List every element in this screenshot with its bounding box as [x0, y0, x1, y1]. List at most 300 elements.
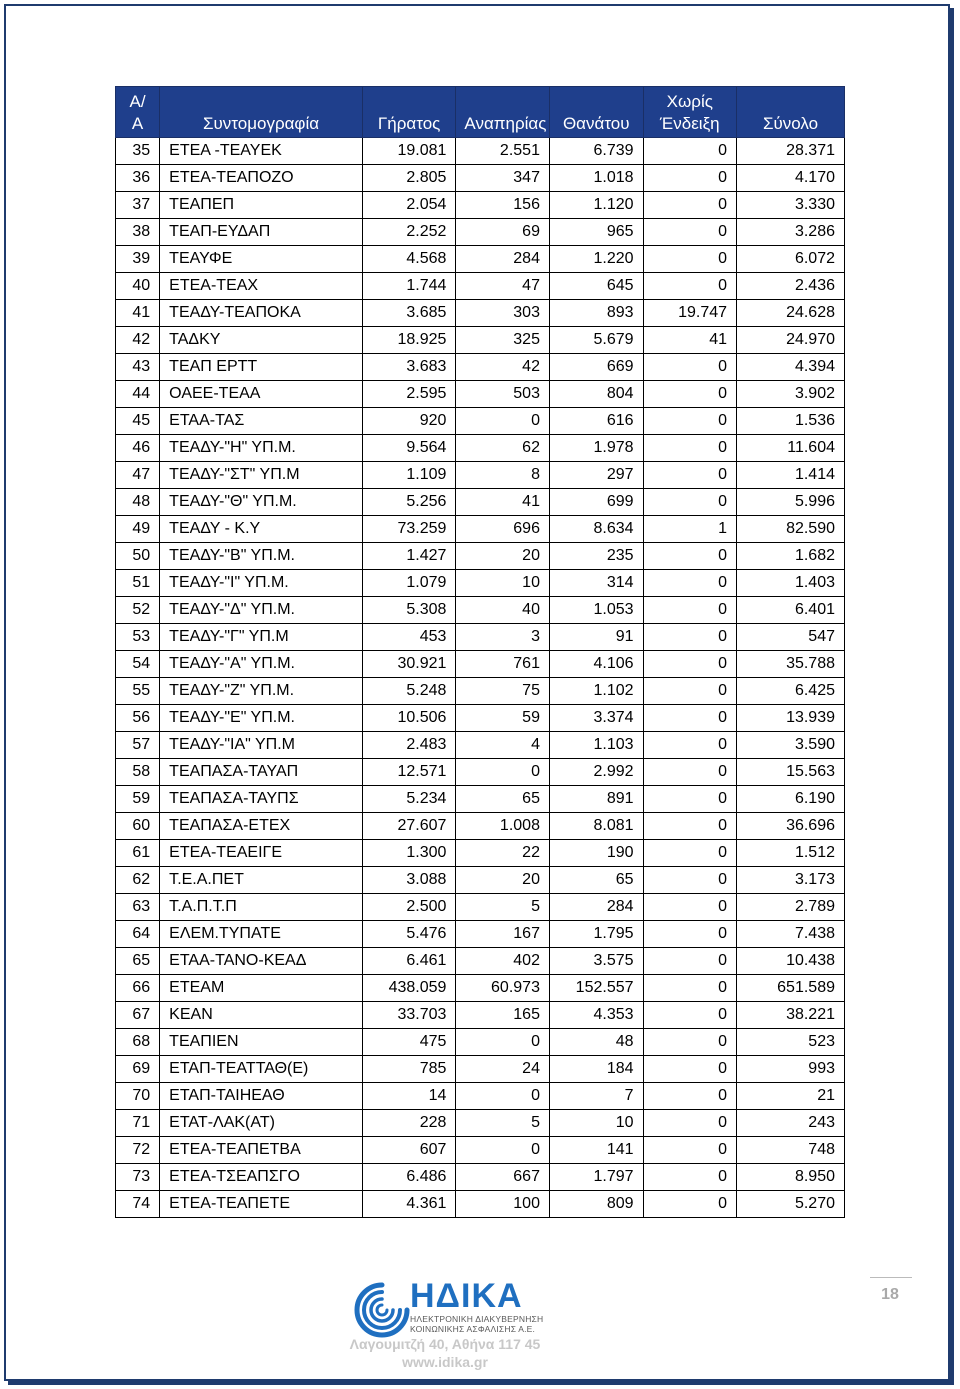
- cell-abbreviation: ΤΕΑΔΥ-"Γ" ΥΠ.Μ: [160, 624, 363, 651]
- cell-abbreviation: ΕΤΑΑ-ΤΑΣ: [160, 408, 363, 435]
- cell-disability: 5: [456, 894, 550, 921]
- cell-no-indication: 0: [643, 381, 737, 408]
- cell-total: 3.330: [737, 192, 845, 219]
- table-row: [116, 327, 845, 354]
- cell-disability: 8: [456, 462, 550, 489]
- cell-no-indication: 0: [643, 354, 737, 381]
- cell-disability: 0: [456, 1029, 550, 1056]
- cell-old-age: 2.805: [362, 165, 456, 192]
- cell-aa: 46: [116, 435, 160, 462]
- table-row: [116, 840, 845, 867]
- cell-aa: 56: [116, 705, 160, 732]
- cell-abbreviation: ΤΕΑΔΥ-"ΣΤ" ΥΠ.Μ: [160, 462, 363, 489]
- cell-abbreviation: ΤΕΑΔΥ-"Α" ΥΠ.Μ.: [160, 651, 363, 678]
- cell-disability: 761: [456, 651, 550, 678]
- cell-old-age: 2.252: [362, 219, 456, 246]
- cell-old-age: 2.595: [362, 381, 456, 408]
- cell-no-indication: 0: [643, 1002, 737, 1029]
- cell-total: 3.902: [737, 381, 845, 408]
- cell-old-age: 33.703: [362, 1002, 456, 1029]
- cell-aa: 57: [116, 732, 160, 759]
- cell-total: 24.628: [737, 300, 845, 327]
- cell-disability: 60.973: [456, 975, 550, 1002]
- cell-no-indication: 0: [643, 219, 737, 246]
- table-row: [116, 462, 845, 489]
- cell-death: 1.220: [549, 246, 643, 273]
- cell-disability: 325: [456, 327, 550, 354]
- cell-disability: 0: [456, 759, 550, 786]
- cell-abbreviation: ΤΕΑΠΑΣΑ-ΕΤΕΧ: [160, 813, 363, 840]
- cell-old-age: 228: [362, 1110, 456, 1137]
- cell-death: 669: [549, 354, 643, 381]
- cell-abbreviation: ΤΕΑΠΑΣΑ-ΤΑΥΠΣ: [160, 786, 363, 813]
- cell-death: 3.575: [549, 948, 643, 975]
- cell-aa: 54: [116, 651, 160, 678]
- table-row: [116, 219, 845, 246]
- cell-disability: 165: [456, 1002, 550, 1029]
- table-row: [116, 192, 845, 219]
- cell-death: 48: [549, 1029, 643, 1056]
- cell-total: 651.589: [737, 975, 845, 1002]
- cell-no-indication: 0: [643, 1029, 737, 1056]
- cell-death: 297: [549, 462, 643, 489]
- cell-death: 891: [549, 786, 643, 813]
- cell-disability: 3: [456, 624, 550, 651]
- table-row: [116, 732, 845, 759]
- table-row: [116, 381, 845, 408]
- cell-total: 15.563: [737, 759, 845, 786]
- cell-death: 141: [549, 1137, 643, 1164]
- cell-disability: 1.008: [456, 813, 550, 840]
- cell-total: 547: [737, 624, 845, 651]
- cell-disability: 284: [456, 246, 550, 273]
- cell-total: 38.221: [737, 1002, 845, 1029]
- cell-aa: 48: [116, 489, 160, 516]
- cell-abbreviation: ΕΤΕΑ-ΤΕΑΠΟΖΟ: [160, 165, 363, 192]
- cell-abbreviation: ΚΕΑΝ: [160, 1002, 363, 1029]
- cell-death: 1.978: [549, 435, 643, 462]
- cell-total: 6.425: [737, 678, 845, 705]
- cell-death: 616: [549, 408, 643, 435]
- cell-aa: 58: [116, 759, 160, 786]
- cell-disability: 59: [456, 705, 550, 732]
- cell-total: 6.401: [737, 597, 845, 624]
- cell-old-age: 2.483: [362, 732, 456, 759]
- cell-total: 4.170: [737, 165, 845, 192]
- cell-abbreviation: ΕΤΕΑ-ΤΕΑΠΕΤΕ: [160, 1191, 363, 1218]
- cell-abbreviation: ΤΑΔΚΥ: [160, 327, 363, 354]
- cell-total: 2.789: [737, 894, 845, 921]
- table-row: [116, 165, 845, 192]
- cell-aa: 55: [116, 678, 160, 705]
- cell-abbreviation: ΤΕΑΔΥ-"Ι" ΥΠ.Μ.: [160, 570, 363, 597]
- header-no-indication: [643, 87, 737, 138]
- cell-death: 1.102: [549, 678, 643, 705]
- cell-abbreviation: ΤΕΑΔΥ-"Ζ" ΥΠ.Μ.: [160, 678, 363, 705]
- company-website-link[interactable]: www.idika.gr: [402, 1354, 488, 1370]
- cell-death: 284: [549, 894, 643, 921]
- cell-no-indication: 0: [643, 138, 737, 165]
- cell-abbreviation: ΤΕΑΠ ΕΡΤΤ: [160, 354, 363, 381]
- cell-old-age: 27.607: [362, 813, 456, 840]
- cell-no-indication: 19.747: [643, 300, 737, 327]
- cell-death: 1.103: [549, 732, 643, 759]
- cell-total: 28.371: [737, 138, 845, 165]
- cell-old-age: 18.925: [362, 327, 456, 354]
- cell-death: 235: [549, 543, 643, 570]
- cell-death: 314: [549, 570, 643, 597]
- cell-aa: 44: [116, 381, 160, 408]
- cell-old-age: 920: [362, 408, 456, 435]
- cell-disability: 667: [456, 1164, 550, 1191]
- cell-death: 804: [549, 381, 643, 408]
- cell-abbreviation: ΤΕΑΔΥ-"Ε" ΥΠ.Μ.: [160, 705, 363, 732]
- cell-death: 645: [549, 273, 643, 300]
- cell-death: 809: [549, 1191, 643, 1218]
- table-row: [116, 1191, 845, 1218]
- cell-total: 2.436: [737, 273, 845, 300]
- cell-old-age: 30.921: [362, 651, 456, 678]
- cell-total: 993: [737, 1056, 845, 1083]
- cell-total: 11.604: [737, 435, 845, 462]
- cell-total: 35.788: [737, 651, 845, 678]
- cell-no-indication: 0: [643, 894, 737, 921]
- cell-total: 748: [737, 1137, 845, 1164]
- cell-abbreviation: ΤΕΑΔΥ-"Β" ΥΠ.Μ.: [160, 543, 363, 570]
- cell-disability: 0: [456, 408, 550, 435]
- cell-old-age: 1.079: [362, 570, 456, 597]
- cell-old-age: 14: [362, 1083, 456, 1110]
- cell-death: 6.739: [549, 138, 643, 165]
- table-row: [116, 1029, 845, 1056]
- cell-old-age: 9.564: [362, 435, 456, 462]
- cell-no-indication: 0: [643, 840, 737, 867]
- cell-abbreviation: Τ.Ε.Α.ΠΕΤ: [160, 867, 363, 894]
- table-row: [116, 975, 845, 1002]
- cell-aa: 65: [116, 948, 160, 975]
- cell-no-indication: 0: [643, 543, 737, 570]
- cell-aa: 68: [116, 1029, 160, 1056]
- cell-aa: 52: [116, 597, 160, 624]
- cell-disability: 20: [456, 867, 550, 894]
- cell-death: 893: [549, 300, 643, 327]
- cell-total: 13.939: [737, 705, 845, 732]
- cell-old-age: 453: [362, 624, 456, 651]
- cell-total: 1.682: [737, 543, 845, 570]
- cell-no-indication: 0: [643, 921, 737, 948]
- cell-old-age: 607: [362, 1137, 456, 1164]
- cell-aa: 51: [116, 570, 160, 597]
- cell-aa: 35: [116, 138, 160, 165]
- cell-disability: 69: [456, 219, 550, 246]
- header-death: Θανάτου: [549, 87, 643, 138]
- cell-no-indication: 0: [643, 1083, 737, 1110]
- table-row: [116, 624, 845, 651]
- cell-abbreviation: ΤΕΑΠ-ΕΥΔΑΠ: [160, 219, 363, 246]
- cell-disability: 41: [456, 489, 550, 516]
- cell-old-age: 1.300: [362, 840, 456, 867]
- table-row: [116, 705, 845, 732]
- cell-abbreviation: ΕΤΑΠ-ΤΕΑΤΤΑΘ(Ε): [160, 1056, 363, 1083]
- cell-total: 523: [737, 1029, 845, 1056]
- cell-death: 3.374: [549, 705, 643, 732]
- cell-disability: 4: [456, 732, 550, 759]
- cell-disability: 22: [456, 840, 550, 867]
- cell-abbreviation: ΟΑΕΕ-ΤΕΑΑ: [160, 381, 363, 408]
- cell-aa: 40: [116, 273, 160, 300]
- cell-no-indication: 0: [643, 246, 737, 273]
- cell-abbreviation: ΕΛΕΜ.ΤΥΠΑΤΕ: [160, 921, 363, 948]
- cell-aa: 42: [116, 327, 160, 354]
- cell-old-age: 6.461: [362, 948, 456, 975]
- cell-death: 10: [549, 1110, 643, 1137]
- cell-old-age: 3.088: [362, 867, 456, 894]
- cell-no-indication: 0: [643, 489, 737, 516]
- cell-abbreviation: ΕΤΕΑ-ΤΣΕΑΠΣΓΟ: [160, 1164, 363, 1191]
- cell-death: 5.679: [549, 327, 643, 354]
- header-no-indication-text: Χωρίς Ένδειξη: [659, 92, 720, 133]
- table-row: [116, 948, 845, 975]
- cell-death: 4.353: [549, 1002, 643, 1029]
- cell-no-indication: 0: [643, 1164, 737, 1191]
- logo-arcs-icon: [357, 1285, 407, 1335]
- header-aa: Α/Α: [116, 87, 160, 138]
- cell-disability: 402: [456, 948, 550, 975]
- cell-aa: 43: [116, 354, 160, 381]
- cell-no-indication: 0: [643, 948, 737, 975]
- cell-death: 1.797: [549, 1164, 643, 1191]
- cell-death: 1.120: [549, 192, 643, 219]
- cell-death: 152.557: [549, 975, 643, 1002]
- cell-total: 6.190: [737, 786, 845, 813]
- cell-total: 1.414: [737, 462, 845, 489]
- cell-death: 184: [549, 1056, 643, 1083]
- cell-abbreviation: ΕΤΕΑ -ΤΕΑΥΕΚ: [160, 138, 363, 165]
- cell-no-indication: 0: [643, 273, 737, 300]
- cell-abbreviation: ΕΤΑΑ-ΤΑΝΟ-ΚΕΑΔ: [160, 948, 363, 975]
- logo-subtitle: ΗΛΕΚΤΡΟΝΙΚΗ ΔΙΑΚΥΒΕΡΝΗΣΗ ΚΟΙΝΩΝΙΚΗΣ ΑΣΦΑΛΙΣΗΣ Α.Ε.: [410, 1314, 544, 1334]
- cell-disability: 696: [456, 516, 550, 543]
- cell-abbreviation: ΕΤΕΑΜ: [160, 975, 363, 1002]
- cell-total: 21: [737, 1083, 845, 1110]
- cell-disability: 65: [456, 786, 550, 813]
- cell-disability: 0: [456, 1083, 550, 1110]
- cell-disability: 2.551: [456, 138, 550, 165]
- cell-no-indication: 0: [643, 759, 737, 786]
- cell-abbreviation: ΤΕΑΠΕΠ: [160, 192, 363, 219]
- cell-aa: 60: [116, 813, 160, 840]
- cell-no-indication: 0: [643, 786, 737, 813]
- cell-total: 6.072: [737, 246, 845, 273]
- cell-aa: 45: [116, 408, 160, 435]
- cell-old-age: 6.486: [362, 1164, 456, 1191]
- cell-abbreviation: ΤΕΑΔΥ-ΤΕΑΠΟΚΑ: [160, 300, 363, 327]
- cell-abbreviation: ΤΕΑΠΙΕΝ: [160, 1029, 363, 1056]
- cell-aa: 73: [116, 1164, 160, 1191]
- cell-death: 8.634: [549, 516, 643, 543]
- cell-disability: 47: [456, 273, 550, 300]
- cell-old-age: 1.427: [362, 543, 456, 570]
- cell-no-indication: 0: [643, 867, 737, 894]
- cell-disability: 20: [456, 543, 550, 570]
- cell-death: 7: [549, 1083, 643, 1110]
- cell-total: 8.950: [737, 1164, 845, 1191]
- cell-no-indication: 0: [643, 1191, 737, 1218]
- cell-old-age: 2.500: [362, 894, 456, 921]
- cell-aa: 63: [116, 894, 160, 921]
- cell-disability: 347: [456, 165, 550, 192]
- cell-disability: 10: [456, 570, 550, 597]
- table-row: [116, 678, 845, 705]
- table-row: [116, 867, 845, 894]
- table-row: [116, 1137, 845, 1164]
- cell-death: 65: [549, 867, 643, 894]
- cell-old-age: 10.506: [362, 705, 456, 732]
- cell-abbreviation: ΕΤΕΑ-ΤΕΑΕΙΓΕ: [160, 840, 363, 867]
- cell-disability: 24: [456, 1056, 550, 1083]
- cell-no-indication: 0: [643, 165, 737, 192]
- cell-abbreviation: ΤΕΑΔΥ-"Η" ΥΠ.Μ.: [160, 435, 363, 462]
- cell-total: 3.590: [737, 732, 845, 759]
- header-abbreviation: Συντομογραφία: [160, 87, 363, 138]
- cell-total: 5.996: [737, 489, 845, 516]
- cell-no-indication: 41: [643, 327, 737, 354]
- cell-no-indication: 0: [643, 678, 737, 705]
- cell-old-age: 5.476: [362, 921, 456, 948]
- cell-total: 3.173: [737, 867, 845, 894]
- table-row: [116, 408, 845, 435]
- cell-old-age: 73.259: [362, 516, 456, 543]
- table-row: [116, 138, 845, 165]
- cell-disability: 503: [456, 381, 550, 408]
- cell-disability: 42: [456, 354, 550, 381]
- cell-no-indication: 0: [643, 1137, 737, 1164]
- table-row: [116, 759, 845, 786]
- cell-no-indication: 1: [643, 516, 737, 543]
- cell-abbreviation: ΕΤΑΠ-ΤΑΙΗΕΑΘ: [160, 1083, 363, 1110]
- table-row: [116, 543, 845, 570]
- cell-death: 8.081: [549, 813, 643, 840]
- header-total: Σύνολο: [737, 87, 845, 138]
- cell-aa: 59: [116, 786, 160, 813]
- cell-aa: 72: [116, 1137, 160, 1164]
- table-header-row: [116, 87, 845, 138]
- cell-no-indication: 0: [643, 597, 737, 624]
- cell-death: 190: [549, 840, 643, 867]
- cell-abbreviation: ΕΤΕΑ-ΤΕΑΧ: [160, 273, 363, 300]
- cell-disability: 40: [456, 597, 550, 624]
- cell-no-indication: 0: [643, 570, 737, 597]
- cell-death: 91: [549, 624, 643, 651]
- logo-wordmark: ΗΔΙΚΑ: [410, 1277, 523, 1315]
- cell-no-indication: 0: [643, 1056, 737, 1083]
- cell-aa: 37: [116, 192, 160, 219]
- table-row: [116, 570, 845, 597]
- cell-aa: 53: [116, 624, 160, 651]
- cell-no-indication: 0: [643, 435, 737, 462]
- table-row: [116, 651, 845, 678]
- table-row: [116, 489, 845, 516]
- cell-no-indication: 0: [643, 192, 737, 219]
- page-number-rule: [870, 1277, 912, 1278]
- cell-disability: 62: [456, 435, 550, 462]
- cell-old-age: 3.683: [362, 354, 456, 381]
- page-number: 18: [881, 1286, 899, 1303]
- cell-death: 1.018: [549, 165, 643, 192]
- cell-death: 1.795: [549, 921, 643, 948]
- cell-total: 4.394: [737, 354, 845, 381]
- cell-disability: 0: [456, 1137, 550, 1164]
- cell-total: 10.438: [737, 948, 845, 975]
- cell-abbreviation: ΤΕΑΔΥ-"ΙΑ" ΥΠ.Μ: [160, 732, 363, 759]
- cell-old-age: 438.059: [362, 975, 456, 1002]
- cell-old-age: 12.571: [362, 759, 456, 786]
- cell-death: 4.106: [549, 651, 643, 678]
- cell-abbreviation: ΕΤΑΤ-ΛΑΚ(ΑΤ): [160, 1110, 363, 1137]
- cell-aa: 74: [116, 1191, 160, 1218]
- header-old-age: Γήρατος: [362, 87, 456, 138]
- cell-disability: 100: [456, 1191, 550, 1218]
- cell-no-indication: 0: [643, 732, 737, 759]
- header-disability: Αναπηρίας: [456, 87, 550, 138]
- cell-old-age: 2.054: [362, 192, 456, 219]
- cell-total: 1.536: [737, 408, 845, 435]
- cell-death: 2.992: [549, 759, 643, 786]
- table-row: [116, 1083, 845, 1110]
- cell-aa: 67: [116, 1002, 160, 1029]
- table-row: [116, 786, 845, 813]
- cell-total: 3.286: [737, 219, 845, 246]
- table-row: [116, 354, 845, 381]
- cell-death: 965: [549, 219, 643, 246]
- cell-aa: 64: [116, 921, 160, 948]
- cell-total: 1.403: [737, 570, 845, 597]
- cell-no-indication: 0: [643, 1110, 737, 1137]
- cell-aa: 69: [116, 1056, 160, 1083]
- cell-aa: 49: [116, 516, 160, 543]
- cell-aa: 47: [116, 462, 160, 489]
- table-row: [116, 894, 845, 921]
- cell-total: 82.590: [737, 516, 845, 543]
- cell-total: 24.970: [737, 327, 845, 354]
- table-row: [116, 246, 845, 273]
- cell-old-age: 5.256: [362, 489, 456, 516]
- cell-aa: 66: [116, 975, 160, 1002]
- cell-no-indication: 0: [643, 462, 737, 489]
- cell-aa: 62: [116, 867, 160, 894]
- cell-aa: 39: [116, 246, 160, 273]
- cell-old-age: 475: [362, 1029, 456, 1056]
- cell-aa: 71: [116, 1110, 160, 1137]
- table-row: [116, 435, 845, 462]
- cell-total: 1.512: [737, 840, 845, 867]
- table-row: [116, 1164, 845, 1191]
- table-row: [116, 1002, 845, 1029]
- table-row: [116, 516, 845, 543]
- cell-old-age: 1.109: [362, 462, 456, 489]
- table-row: [116, 273, 845, 300]
- cell-no-indication: 0: [643, 975, 737, 1002]
- cell-abbreviation: ΤΕΑΥΦΕ: [160, 246, 363, 273]
- cell-abbreviation: ΤΕΑΔΥ - Κ.Υ: [160, 516, 363, 543]
- cell-total: 243: [737, 1110, 845, 1137]
- cell-old-age: 5.234: [362, 786, 456, 813]
- table-row: [116, 300, 845, 327]
- cell-aa: 61: [116, 840, 160, 867]
- cell-abbreviation: ΤΕΑΠΑΣΑ-ΤΑΥΑΠ: [160, 759, 363, 786]
- cell-total: 5.270: [737, 1191, 845, 1218]
- cell-disability: 156: [456, 192, 550, 219]
